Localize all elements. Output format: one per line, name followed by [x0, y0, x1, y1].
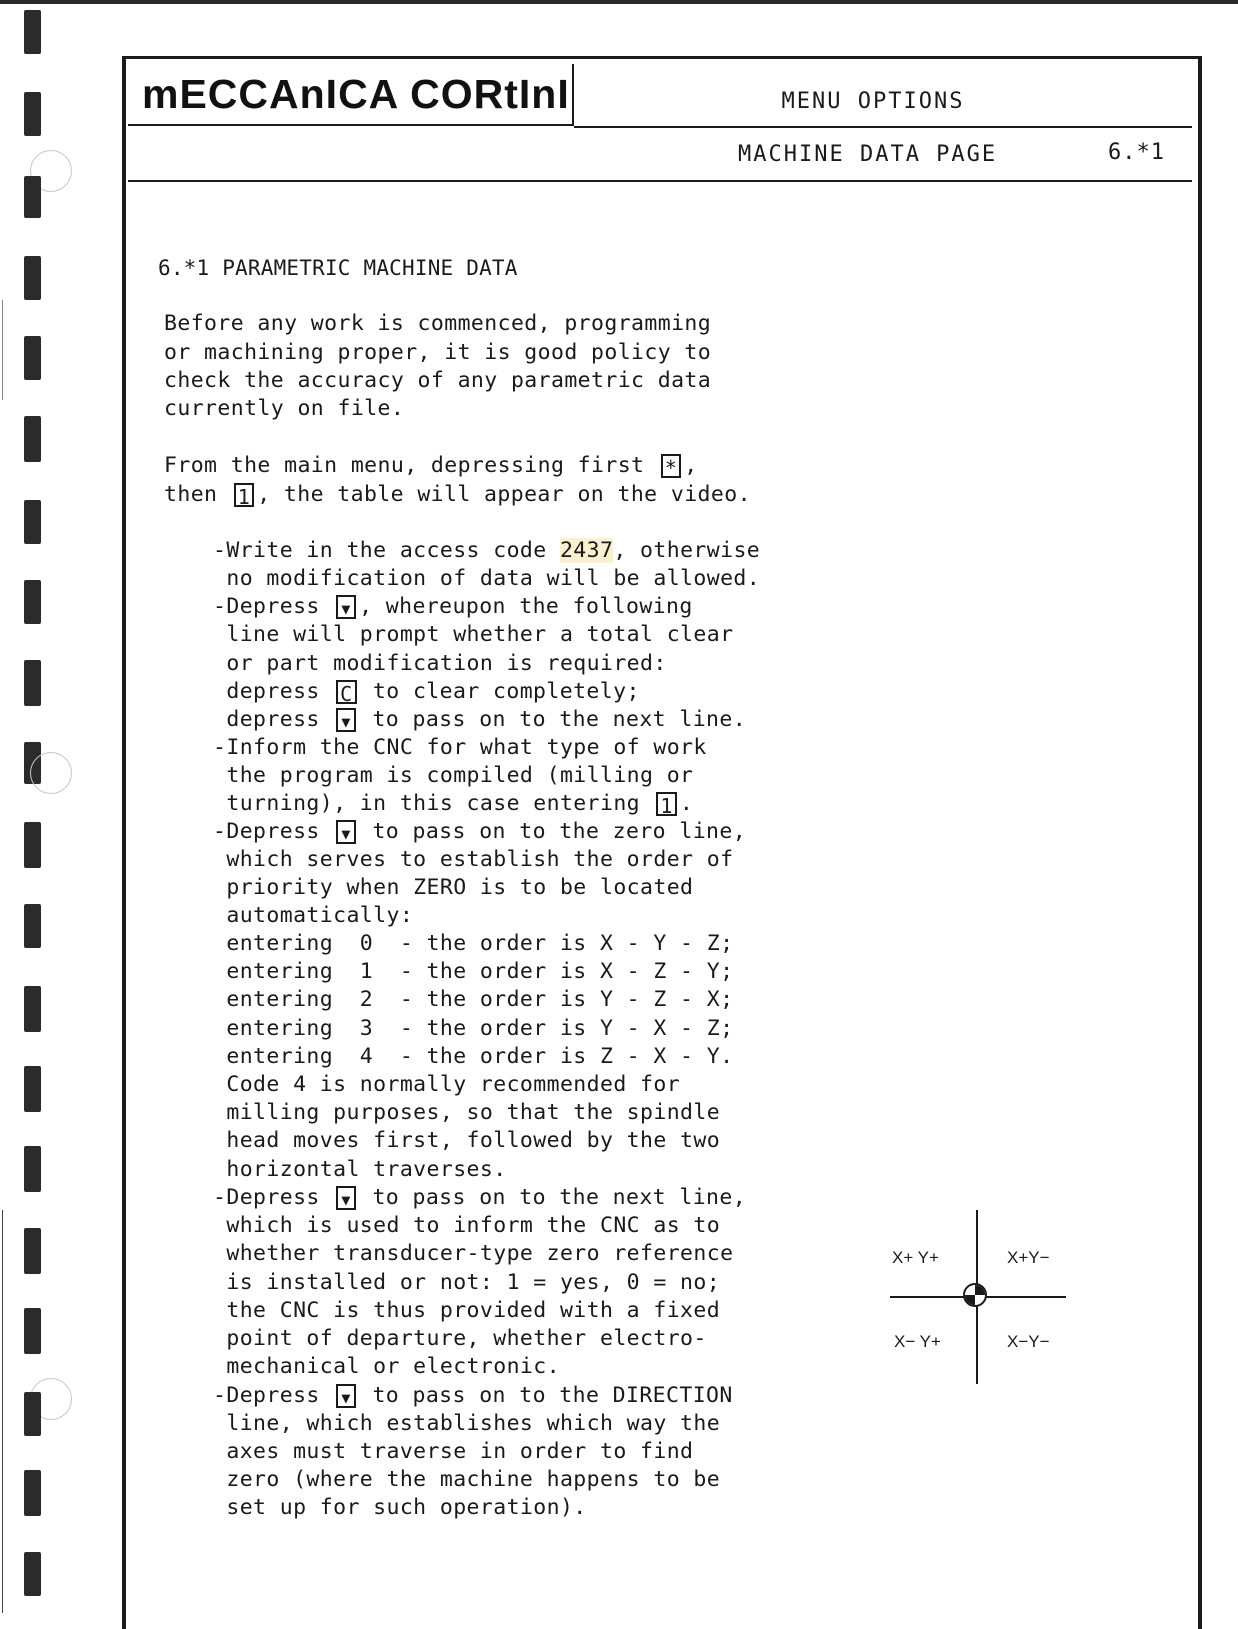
text-run: depress	[213, 679, 334, 704]
order-line: entering 3 - the order is Y - X - Z;	[213, 1016, 734, 1041]
text-run: to pass on to the next line,	[359, 1185, 747, 1210]
step-line: automatically:	[213, 903, 414, 928]
step-line: zero (where the machine happens to be	[213, 1467, 721, 1492]
binding-hole	[24, 500, 41, 544]
step-line: head moves first, followed by the two	[213, 1128, 721, 1153]
step-line: is installed or not: 1 = yes, 0 = no;	[213, 1270, 721, 1295]
binding-hole	[24, 1308, 41, 1354]
step-line	[213, 790, 693, 818]
page-edge-line	[2, 1210, 3, 1613]
step-line: Code 4 is normally recommended for	[213, 1072, 681, 1097]
binding-hole	[24, 1392, 41, 1436]
section-title: 6.*1 PARAMETRIC MACHINE DATA	[158, 256, 518, 280]
step-line: priority when ZERO is to be located	[213, 875, 694, 900]
step-line: which serves to establish the order of	[213, 847, 734, 872]
company-logo: mECCAnICA CORtInI	[142, 70, 570, 117]
text-run: , otherwise	[613, 538, 761, 563]
step-line: or part modification is required:	[213, 651, 667, 676]
text-run: -Depress	[213, 1185, 334, 1210]
step-line: horizontal traverses.	[213, 1157, 507, 1182]
binding-hole	[24, 986, 41, 1032]
step-line	[213, 593, 693, 621]
binding-holes	[0, 0, 80, 1613]
step-line: milling purposes, so that the spindle	[213, 1100, 721, 1125]
origin-symbol-icon	[963, 1283, 987, 1307]
page-edge-line	[2, 300, 3, 400]
order-line: entering 4 - the order is Z - X - Y.	[213, 1044, 734, 1069]
down-arrow-key-icon: ▼	[336, 820, 356, 844]
text-run: to pass on to the DIRECTION	[359, 1383, 733, 1408]
text-run: .	[679, 791, 694, 816]
text-run: ,	[684, 453, 698, 478]
binding-hole	[24, 1552, 41, 1596]
text-run: then	[164, 482, 231, 507]
binding-hole	[24, 176, 41, 218]
binding-hole	[24, 1066, 41, 1112]
access-code: 2437	[559, 538, 614, 563]
text-run: to clear completely;	[359, 679, 640, 704]
step-line: line will prompt whether a total clear	[213, 622, 734, 647]
menu-instruction-line	[164, 481, 751, 509]
origin-quadrant-fill	[975, 1285, 985, 1295]
binding-hole	[24, 1146, 41, 1192]
binding-hole	[24, 1470, 41, 1516]
binding-hole	[24, 822, 41, 868]
step-line: -Inform the CNC for what type of work	[213, 735, 707, 760]
binding-hole	[24, 580, 41, 624]
page-number: 6.*1	[1108, 140, 1165, 165]
down-arrow-key-icon: ▼	[336, 1186, 356, 1210]
quadrant-label-top-right: X+Y−	[1007, 1248, 1050, 1267]
order-line: entering 2 - the order is Y - Z - X;	[213, 987, 734, 1012]
step-line: the CNC is thus provided with a fixed	[213, 1298, 721, 1323]
text-run: to pass on to the zero line,	[359, 819, 747, 844]
step-line	[213, 1382, 733, 1410]
step-line: line, which establishes which way the	[213, 1411, 721, 1436]
text-run: to pass on to the next line.	[359, 707, 747, 732]
quadrant-label-bottom-left: X− Y+	[894, 1332, 941, 1351]
binding-hole	[24, 904, 41, 948]
page-header	[128, 64, 1192, 180]
step-line: point of departure, whether electro-	[213, 1326, 707, 1351]
intro-line: or machining proper, it is good policy to	[164, 340, 712, 365]
top-edge-rule	[0, 0, 1238, 4]
text-run: , whereupon the following	[359, 594, 693, 619]
page-title: MACHINE DATA PAGE	[738, 142, 998, 167]
step-line: which is used to inform the CNC as to	[213, 1213, 721, 1238]
intro-line: currently on file.	[164, 396, 405, 421]
down-arrow-key-icon: ▼	[336, 1384, 356, 1408]
intro-line: Before any work is commenced, programming	[164, 311, 712, 336]
text-run: , the table will appear on the video.	[257, 482, 751, 507]
step-line	[213, 537, 760, 565]
step-line	[213, 818, 746, 846]
intro-line: check the accuracy of any parametric data	[164, 368, 712, 393]
binding-hole	[24, 416, 41, 462]
binding-hole	[24, 256, 41, 300]
step-line	[213, 706, 746, 734]
text-run: -Write in the access code	[213, 538, 560, 563]
step-line: the program is compiled (milling or	[213, 763, 694, 788]
quadrant-label-bottom-right: X−Y−	[1007, 1332, 1050, 1351]
origin-quadrant-fill	[965, 1295, 975, 1305]
step-line: axes must traverse in order to find	[213, 1439, 694, 1464]
step-line: set up for such operation).	[213, 1495, 587, 1520]
down-arrow-key-icon: ▼	[336, 708, 356, 732]
order-line: entering 0 - the order is X - Y - Z;	[213, 931, 734, 956]
step-line: mechanical or electronic.	[213, 1354, 560, 1379]
step-line	[213, 1184, 746, 1212]
ring-arc	[30, 752, 72, 794]
text-run: -Depress	[213, 1383, 334, 1408]
step-line	[213, 678, 640, 706]
binding-hole	[24, 10, 41, 54]
menu-instruction-line	[164, 452, 698, 480]
key-one-icon: 1	[234, 483, 254, 507]
text-run: turning), in this case entering	[213, 791, 654, 816]
key-one-icon: 1	[656, 792, 676, 816]
logo-cell	[128, 64, 574, 126]
binding-hole	[24, 1228, 41, 1274]
menu-title-cell	[574, 64, 1192, 128]
key-star-icon: *	[661, 454, 681, 478]
step-line: whether transducer-type zero reference	[213, 1241, 734, 1266]
binding-hole	[24, 92, 41, 136]
axis-direction-diagram	[880, 1210, 1080, 1400]
key-c-icon: C	[336, 680, 356, 704]
binding-hole	[24, 336, 41, 380]
down-arrow-key-icon: ▼	[336, 595, 356, 619]
quadrant-label-top-left: X+ Y+	[892, 1248, 939, 1267]
page-title-row	[128, 126, 1192, 182]
text-run: depress	[213, 707, 334, 732]
text-run: -Depress	[213, 819, 334, 844]
order-line: entering 1 - the order is X - Z - Y;	[213, 959, 734, 984]
binding-hole	[24, 660, 41, 706]
text-run: From the main menu, depressing first	[164, 453, 658, 478]
menu-title: MENU OPTIONS	[781, 88, 965, 114]
step-line: no modification of data will be allowed.	[213, 566, 761, 591]
text-run: -Depress	[213, 594, 334, 619]
